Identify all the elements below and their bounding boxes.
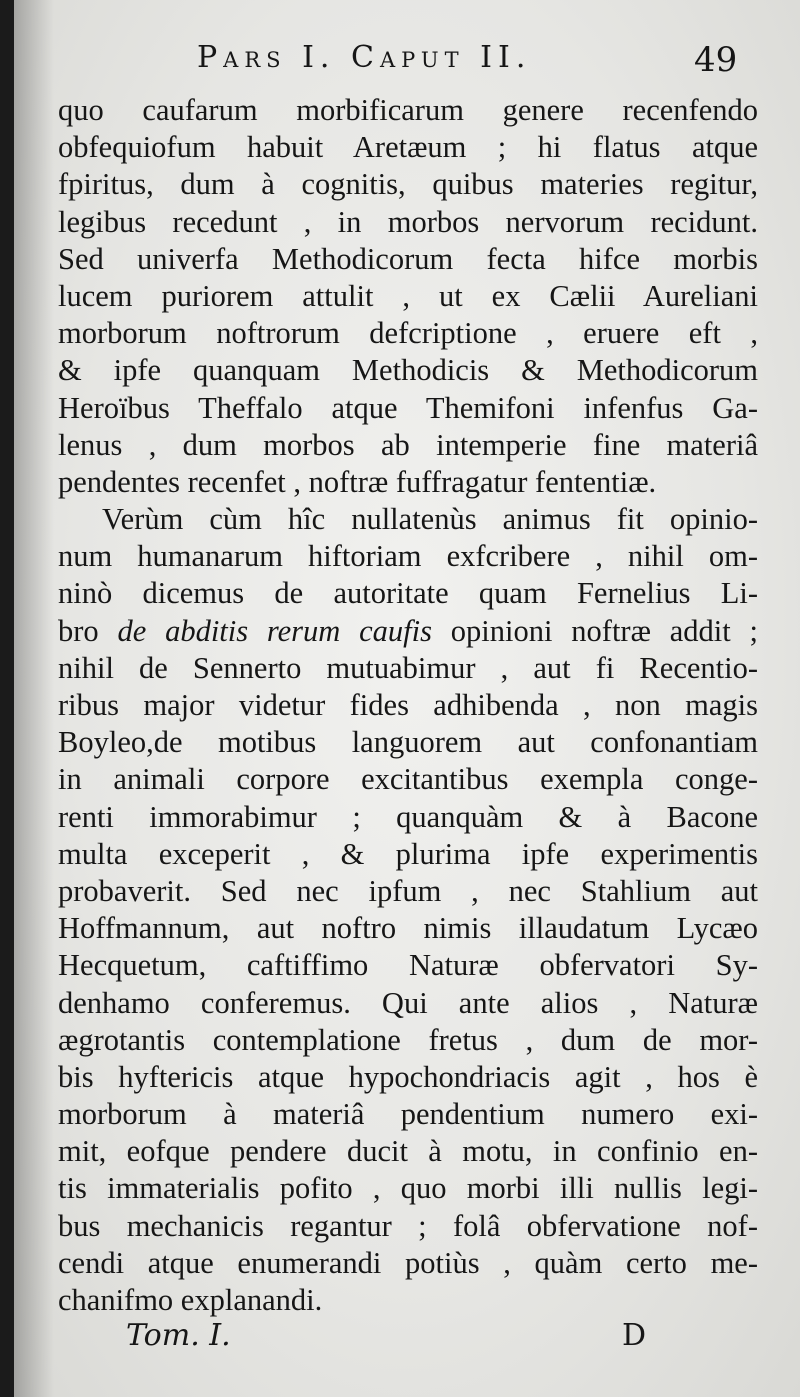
text-line: ribus major videtur fides adhibenda , non magis bbox=[58, 688, 758, 722]
body-text bbox=[58, 92, 758, 1319]
page-header bbox=[14, 40, 800, 90]
text-line: num humanarum hiftoriam exfcribere , nihil om- bbox=[58, 539, 758, 574]
text-line: bus mechanicis regantur ; folâ obfervatione nof- bbox=[58, 1208, 758, 1243]
text-line: tis immaterialis pofito , quo morbi illi nullis legi- bbox=[58, 1171, 758, 1206]
gutter-shadow bbox=[14, 0, 54, 1397]
text-line: denhamo conferemus. Qui ante alios , Naturæ bbox=[58, 985, 758, 1020]
text-line: ninò dicemus de autoritate quam Fernelius Li- bbox=[58, 576, 758, 611]
text-line: renti immorabimur ; quanquàm & à Bacone bbox=[58, 799, 758, 834]
text-line: ægrotantis contemplatione fretus , dum de mor- bbox=[58, 1022, 758, 1057]
running-head: Pars I. Caput II. bbox=[197, 40, 532, 75]
text-line: nihil de Sennerto mutuabimur , aut fi Recentio- bbox=[58, 650, 758, 685]
text-line: Sed univerfa Methodicorum fecta hifce morbis bbox=[58, 241, 758, 276]
text-line: chanifmo explanandi. bbox=[58, 1283, 323, 1317]
text-line: quo caufarum morbificarum genere recenfendo bbox=[58, 93, 758, 127]
text-line: in animali corpore excitantibus exempla conge- bbox=[58, 762, 758, 797]
book-page bbox=[14, 0, 800, 1397]
text-line: multa exceperit , & plurima ipfe experimentis bbox=[58, 836, 758, 871]
gathering-letter: D bbox=[622, 1318, 647, 1353]
text-run: bro bbox=[58, 613, 118, 648]
text-line: lucem puriorem attulit , ut ex Cælii Aureliani bbox=[58, 278, 758, 313]
text-line: probaverit. Sed nec ipfum , nec Stahlium aut bbox=[58, 873, 758, 908]
text-line: Hoffmannum, aut noftro nimis illaudatum Lycæo bbox=[58, 911, 758, 946]
page-number: 49 bbox=[694, 40, 738, 80]
text-line: Hecquetum, caftiffimo Naturæ obfervatori Sy- bbox=[58, 948, 758, 983]
text-line: Heroïbus Theffalo atque Themifoni infenfus Ga- bbox=[58, 390, 758, 425]
text-line: fpiritus, dum à cognitis, quibus materies regitur, bbox=[58, 167, 758, 202]
text-line: cendi atque enumerandi potiùs , quàm certo me- bbox=[58, 1245, 758, 1280]
text-line: pendentes recenfet , noftræ fuffragatur fententiæ. bbox=[58, 464, 657, 499]
text-line: morborum noftrorum defcriptione , eruere eft , bbox=[58, 316, 758, 351]
italic-title: de abditis rerum caufis bbox=[117, 613, 432, 648]
text-run: opinioni noftræ addit ; bbox=[432, 613, 758, 648]
text-line: & ipfe quanquam Methodicis & Methodicorum bbox=[58, 353, 758, 388]
volume-signature: Tom. I. bbox=[126, 1318, 231, 1353]
text-line: morborum à materiâ pendentium numero exi- bbox=[58, 1097, 758, 1132]
text-line: legibus recedunt , in morbos nervorum recidunt. bbox=[58, 204, 758, 239]
text-line: obfequiofum habuit Aretæum ; hi flatus atque bbox=[58, 130, 758, 165]
text-line: lenus , dum morbos ab intemperie fine materiâ bbox=[58, 427, 758, 462]
text-line-with-italic bbox=[58, 613, 758, 650]
text-line: Boyleo,de motibus languorem aut confonantiam bbox=[58, 725, 758, 760]
page-footer bbox=[14, 1318, 800, 1368]
text-line: Verùm cùm hîc nullatenùs animus fit opinio- bbox=[102, 502, 758, 537]
text-line: bis hyftericis atque hypochondriacis agit , hos è bbox=[58, 1059, 758, 1094]
text-line: mit, eofque pendere ducit à motu, in confinio en- bbox=[58, 1134, 758, 1169]
